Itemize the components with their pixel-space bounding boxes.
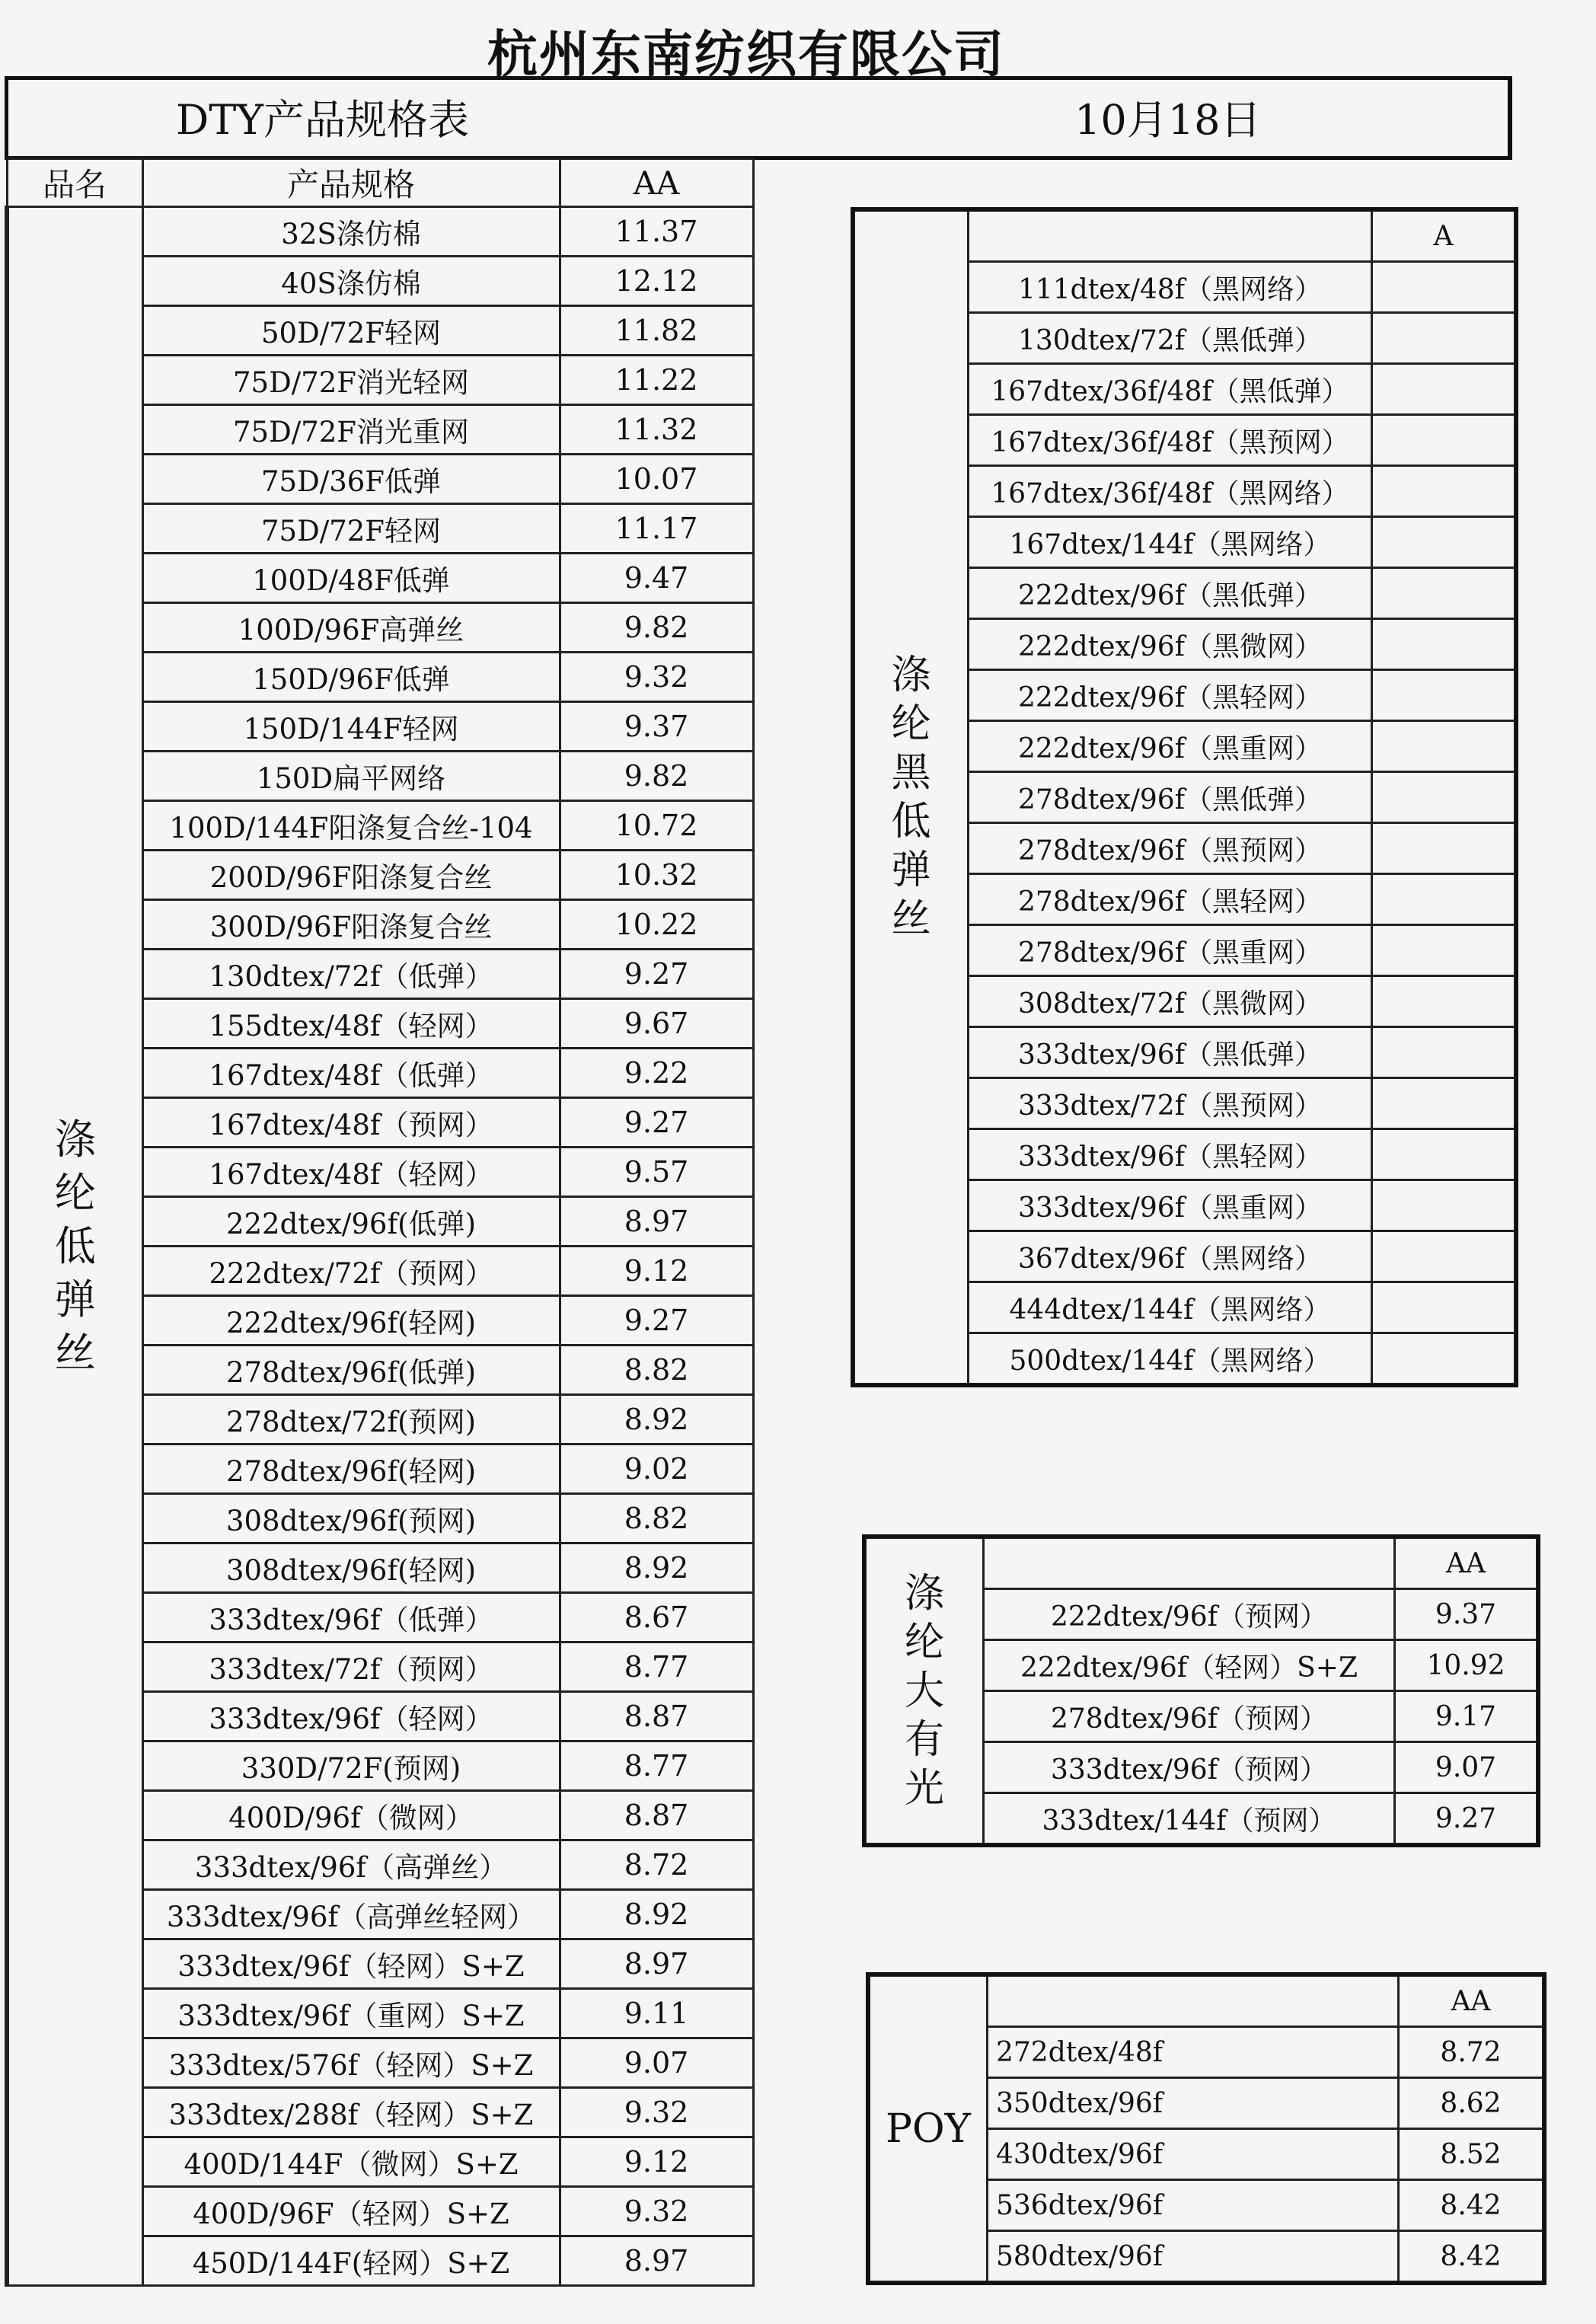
- spec-cell: 100D/144F阳涤复合丝-104: [142, 801, 560, 851]
- spec-cell: 333dtex/72f（黑预网）: [969, 1078, 1372, 1129]
- spec-cell: 130dtex/72f（低弹）: [142, 950, 560, 999]
- sheet-subtitle: DTY产品规格表: [176, 96, 469, 144]
- price-cell: 8.92: [560, 1890, 753, 1939]
- spec-cell: 278dtex/96f（黑低弹）: [969, 772, 1372, 823]
- spec-cell: 200D/96F阳涤复合丝: [142, 851, 560, 900]
- price-cell: 10.22: [560, 900, 753, 950]
- price-cell-empty: [1372, 1129, 1515, 1180]
- price-cell-empty: [1372, 874, 1515, 925]
- header-spec-empty: [984, 1538, 1395, 1589]
- price-cell-empty: [1372, 976, 1515, 1027]
- price-cell-empty: [1372, 568, 1515, 619]
- spec-cell: 167dtex/36f/48f（黑预网）: [969, 415, 1372, 466]
- price-cell-empty: [1372, 1282, 1515, 1333]
- spec-cell: 333dtex/96f（轻网）: [142, 1692, 560, 1741]
- spec-cell: 167dtex/36f/48f（黑低弹）: [969, 364, 1372, 415]
- spec-cell: 278dtex/96f（黑轻网）: [969, 874, 1372, 925]
- product-name-cell: 涤 纶 低 弹 丝: [7, 207, 142, 2286]
- price-cell: 8.52: [1399, 2129, 1543, 2180]
- price-cell: 9.37: [1395, 1589, 1537, 1640]
- spec-cell: 75D/72F轻网: [142, 504, 560, 554]
- spec-cell: 333dtex/96f（高弹丝）: [142, 1840, 560, 1890]
- price-cell-empty: [1372, 1180, 1515, 1231]
- spec-cell: 333dtex/72f（预网）: [142, 1642, 560, 1692]
- price-cell: 10.32: [560, 851, 753, 900]
- spec-cell: 278dtex/96f(轻网): [142, 1445, 560, 1494]
- price-cell: 8.42: [1399, 2231, 1543, 2282]
- spec-cell: 333dtex/96f（预网）: [984, 1742, 1395, 1793]
- price-cell: 9.37: [560, 702, 753, 752]
- spec-cell: 350dtex/96f: [988, 2078, 1399, 2129]
- spec-cell: 333dtex/96f（黑低弹）: [969, 1027, 1372, 1078]
- price-cell: 8.97: [560, 2236, 753, 2286]
- header-grade-aa: AA: [1399, 1976, 1543, 2027]
- price-cell: 8.87: [560, 1791, 753, 1840]
- price-cell-empty: [1372, 1333, 1515, 1384]
- spec-cell: 278dtex/96f（黑预网）: [969, 823, 1372, 874]
- spec-cell: 333dtex/96f（重网）S+Z: [142, 1989, 560, 2038]
- price-cell: 9.22: [560, 1049, 753, 1098]
- spec-cell: 167dtex/48f（低弹）: [142, 1049, 560, 1098]
- spec-cell: 272dtex/48f: [988, 2027, 1399, 2078]
- price-cell: 8.92: [560, 1395, 753, 1445]
- header-spec-empty: [988, 1976, 1399, 2027]
- price-cell: 9.82: [560, 752, 753, 801]
- spec-cell: 222dtex/96f(低弹): [142, 1197, 560, 1247]
- price-cell: 10.72: [560, 801, 753, 851]
- price-cell: 8.77: [560, 1642, 753, 1692]
- spec-cell: 222dtex/96f（轻网）S+Z: [984, 1640, 1395, 1691]
- spec-cell: 278dtex/96f（黑重网）: [969, 925, 1372, 976]
- poy-table: [868, 1974, 1544, 2283]
- header-grade-aa: AA: [560, 159, 753, 207]
- price-cell: 8.97: [560, 1939, 753, 1989]
- price-cell-empty: [1372, 262, 1515, 313]
- price-cell: 9.57: [560, 1148, 753, 1197]
- black-yarn-table: [853, 209, 1516, 1385]
- spec-cell: 333dtex/576f（轻网）S+Z: [142, 2038, 560, 2088]
- spec-cell: 444dtex/144f（黑网络）: [969, 1282, 1372, 1333]
- table-header-row: [7, 159, 753, 207]
- spec-cell: 536dtex/96f: [988, 2180, 1399, 2231]
- price-cell: 10.07: [560, 455, 753, 504]
- spec-cell: 308dtex/96f(预网): [142, 1494, 560, 1543]
- price-cell: 9.07: [560, 2038, 753, 2088]
- price-cell: 8.82: [560, 1346, 753, 1395]
- spec-cell: 75D/72F消光重网: [142, 405, 560, 455]
- spec-cell: 222dtex/72f（预网）: [142, 1247, 560, 1296]
- spec-cell: 75D/36F低弹: [142, 455, 560, 504]
- price-cell: 9.32: [560, 653, 753, 702]
- spec-cell: 130dtex/72f（黑低弹）: [969, 313, 1372, 364]
- header-spec-empty: [969, 211, 1372, 262]
- price-cell-empty: [1372, 517, 1515, 568]
- spec-cell: 167dtex/48f（预网）: [142, 1098, 560, 1148]
- spec-cell: 222dtex/96f（黑低弹）: [969, 568, 1372, 619]
- spec-cell: 40S涤仿棉: [142, 257, 560, 306]
- price-cell: 8.77: [560, 1741, 753, 1791]
- price-cell: 8.72: [560, 1840, 753, 1890]
- price-cell: 8.92: [560, 1543, 753, 1593]
- spec-cell: 167dtex/144f（黑网络）: [969, 517, 1372, 568]
- price-cell: 11.17: [560, 504, 753, 554]
- spec-cell: 333dtex/96f（高弹丝轻网）: [142, 1890, 560, 1939]
- price-cell: 9.27: [560, 1098, 753, 1148]
- table-header-row: [870, 1976, 1543, 2027]
- header-product-name: 品名: [7, 159, 142, 207]
- spec-cell: 100D/96F高弹丝: [142, 603, 560, 653]
- spec-cell: 400D/144F（微网）S+Z: [142, 2137, 560, 2187]
- price-cell-empty: [1372, 466, 1515, 517]
- dty-price-table: [5, 158, 755, 2287]
- spec-cell: 222dtex/96f（黑微网）: [969, 619, 1372, 670]
- price-cell-empty: [1372, 670, 1515, 721]
- price-cell: 9.32: [560, 2088, 753, 2137]
- product-name-cell: POY: [870, 1976, 988, 2282]
- spec-cell: 150D/144F轻网: [142, 702, 560, 752]
- price-cell-empty: [1372, 364, 1515, 415]
- spec-cell: 333dtex/96f（轻网）S+Z: [142, 1939, 560, 1989]
- price-cell: 8.87: [560, 1692, 753, 1741]
- price-cell-empty: [1372, 619, 1515, 670]
- price-cell: 9.07: [1395, 1742, 1537, 1793]
- price-cell: 8.62: [1399, 2078, 1543, 2129]
- spec-cell: 100D/48F低弹: [142, 554, 560, 603]
- spec-cell: 450D/144F(轻网）S+Z: [142, 2236, 560, 2286]
- price-cell: 11.37: [560, 207, 753, 257]
- spec-cell: 222dtex/96f(轻网): [142, 1296, 560, 1346]
- price-cell: 9.82: [560, 603, 753, 653]
- spec-cell: 32S涤仿棉: [142, 207, 560, 257]
- price-cell: 9.27: [560, 1296, 753, 1346]
- spec-cell: 278dtex/96f(低弹): [142, 1346, 560, 1395]
- price-cell: 11.82: [560, 306, 753, 356]
- price-cell: 9.67: [560, 999, 753, 1049]
- spec-cell: 167dtex/48f（轻网）: [142, 1148, 560, 1197]
- price-cell: 9.11: [560, 1989, 753, 2038]
- price-cell: 9.17: [1395, 1691, 1537, 1742]
- spec-cell: 50D/72F轻网: [142, 306, 560, 356]
- product-name-cell: 涤 纶 黑 低 弹 丝: [854, 211, 969, 1384]
- spec-cell: 400D/96f（微网）: [142, 1791, 560, 1840]
- company-title: 杭州东南纺织有限公司: [487, 24, 1005, 84]
- table-row: [7, 207, 753, 257]
- spec-cell: 367dtex/96f（黑网络）: [969, 1231, 1372, 1282]
- spec-cell: 333dtex/144f（预网）: [984, 1793, 1395, 1844]
- price-cell: 9.27: [560, 950, 753, 999]
- spec-cell: 222dtex/96f（黑轻网）: [969, 670, 1372, 721]
- spec-cell: 580dtex/96f: [988, 2231, 1399, 2282]
- spec-cell: 150D扁平网络: [142, 752, 560, 801]
- price-cell: 11.22: [560, 356, 753, 405]
- sheet-date: 10月18日: [1074, 96, 1262, 144]
- table-header-row: [854, 211, 1515, 262]
- price-cell-empty: [1372, 1231, 1515, 1282]
- price-cell-empty: [1372, 313, 1515, 364]
- price-cell: 10.92: [1395, 1640, 1537, 1691]
- spec-cell: 500dtex/144f（黑网络）: [969, 1333, 1372, 1384]
- header-grade-aa: AA: [1395, 1538, 1537, 1589]
- price-cell-empty: [1372, 415, 1515, 466]
- spec-cell: 330D/72F(预网): [142, 1741, 560, 1791]
- spec-cell: 222dtex/96f（预网）: [984, 1589, 1395, 1640]
- price-cell: 8.72: [1399, 2027, 1543, 2078]
- bright-yarn-table: [864, 1537, 1538, 1845]
- price-cell-empty: [1372, 925, 1515, 976]
- price-cell-empty: [1372, 721, 1515, 772]
- spec-cell: 150D/96F低弹: [142, 653, 560, 702]
- spec-cell: 308dtex/72f（黑微网）: [969, 976, 1372, 1027]
- spec-cell: 333dtex/96f（黑轻网）: [969, 1129, 1372, 1180]
- header-box: [5, 76, 1512, 160]
- spec-cell: 167dtex/36f/48f（黑网络）: [969, 466, 1372, 517]
- header-grade-a: A: [1372, 211, 1515, 262]
- price-cell: 8.42: [1399, 2180, 1543, 2231]
- spec-cell: 308dtex/96f(轻网): [142, 1543, 560, 1593]
- product-name-cell: 涤 纶 大 有 光: [866, 1538, 984, 1844]
- price-cell: 9.32: [560, 2187, 753, 2236]
- price-cell: 8.82: [560, 1494, 753, 1543]
- price-cell: 9.47: [560, 554, 753, 603]
- price-cell: 9.27: [1395, 1793, 1537, 1844]
- price-cell: 11.32: [560, 405, 753, 455]
- price-cell: 8.67: [560, 1593, 753, 1642]
- spec-cell: 430dtex/96f: [988, 2129, 1399, 2180]
- price-cell-empty: [1372, 823, 1515, 874]
- price-cell-empty: [1372, 1078, 1515, 1129]
- price-cell: 9.02: [560, 1445, 753, 1494]
- spec-cell: 278dtex/96f（预网）: [984, 1691, 1395, 1742]
- price-cell: 12.12: [560, 257, 753, 306]
- spec-cell: 278dtex/72f(预网): [142, 1395, 560, 1445]
- spec-cell: 333dtex/96f（黑重网）: [969, 1180, 1372, 1231]
- header-spec: 产品规格: [142, 159, 560, 207]
- spec-cell: 333dtex/288f（轻网）S+Z: [142, 2088, 560, 2137]
- price-cell: 9.12: [560, 2137, 753, 2187]
- spec-cell: 111dtex/48f（黑网络）: [969, 262, 1372, 313]
- table-header-row: [866, 1538, 1537, 1589]
- price-cell-empty: [1372, 772, 1515, 823]
- price-cell-empty: [1372, 1027, 1515, 1078]
- spec-cell: 333dtex/96f（低弹）: [142, 1593, 560, 1642]
- price-cell: 8.97: [560, 1197, 753, 1247]
- price-cell: 9.12: [560, 1247, 753, 1296]
- spec-cell: 75D/72F消光轻网: [142, 356, 560, 405]
- spec-cell: 400D/96F（轻网）S+Z: [142, 2187, 560, 2236]
- spec-cell: 155dtex/48f（轻网）: [142, 999, 560, 1049]
- spec-cell: 300D/96F阳涤复合丝: [142, 900, 560, 950]
- spec-cell: 222dtex/96f（黑重网）: [969, 721, 1372, 772]
